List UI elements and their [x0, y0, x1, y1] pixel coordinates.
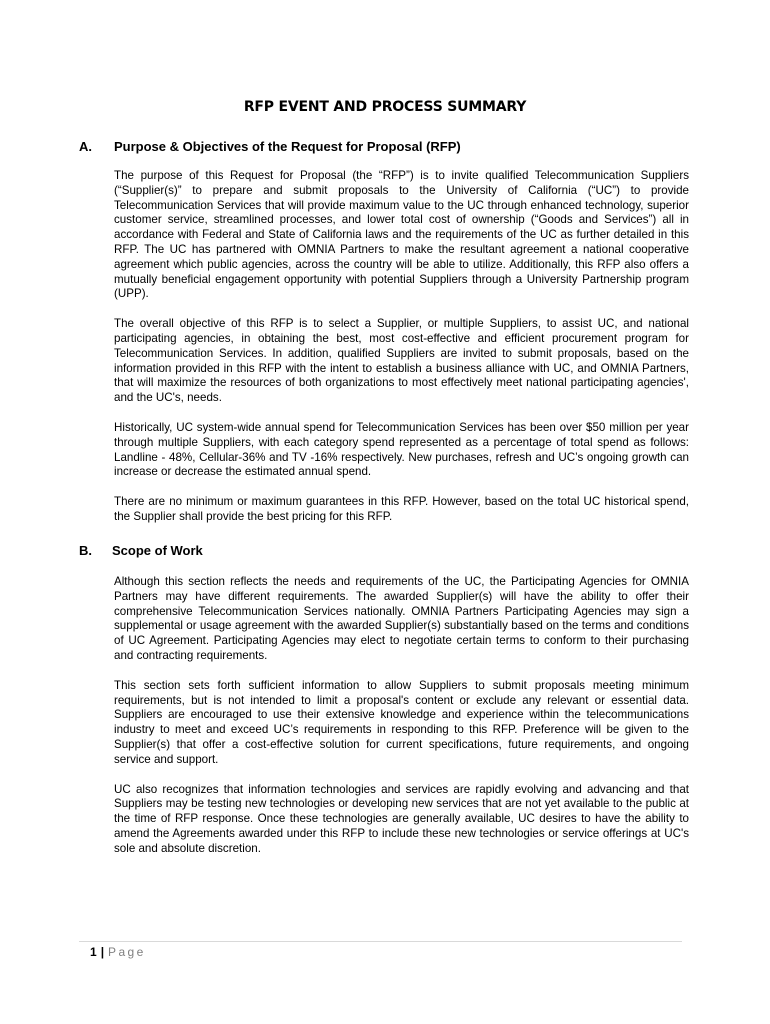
- paragraph: UC also recognizes that information technologies and services are rapidly evolving and advancing and that Suppliers may be testing new technologies or developing new services that are not yet available to the public at the time of RFP response. Once these technologies are generally available, UC desires to have the ability to amend the Agreements awarded under this RFP to include these new technologies or service offerings at UC's sole and absolute discretion.: [114, 782, 689, 855]
- page-label: Page: [108, 945, 146, 959]
- section-a-title: Purpose & Objectives of the Request for Proposal (RFP): [114, 139, 461, 154]
- document-title: RFP EVENT AND PROCESS SUMMARY: [243, 99, 527, 115]
- footer-separator: |: [100, 945, 105, 959]
- paragraph: Historically, UC system-wide annual spend for Telecommunication Services has been over $50 million per year through multiple Suppliers, with each category spend represented as a percentage of total spend as follows: Landline - 48%, Cellular-36% and TV -16% respectively. New purchases, refresh and UC’s ongoing growth can increase or decrease the estimated annual spend.: [114, 420, 689, 479]
- section-b-body: [114, 575, 689, 872]
- paragraph: There are no minimum or maximum guarantees in this RFP. However, based on the total UC historical spend, the Supplier shall provide the best pricing for this RFP.: [114, 495, 689, 523]
- section-b-title: Scope of Work: [112, 543, 203, 558]
- section-b-letter: B.: [79, 543, 92, 558]
- page-footer: [90, 944, 146, 960]
- page-number: 1: [90, 945, 97, 959]
- section-a-body: [114, 169, 689, 540]
- section-a-letter: A.: [79, 139, 92, 154]
- section-b-heading: [79, 543, 203, 559]
- section-a-heading: [79, 139, 461, 155]
- paragraph: This section sets forth sufficient information to allow Suppliers to submit proposals meeting minimum requirements, but is not intended to limit a proposal's content or exclude any relevant or essential data. Suppliers are encouraged to use their extensive knowledge and experience within the telecommunications industry to meet and exceed UC’s requirements in responding to this RFP. Preference will be given to the Supplier(s) that offer a cost-effective solution for current specifications, future requirements, and ongoing service and support.: [114, 678, 689, 766]
- paragraph: The purpose of this Request for Proposal (the “RFP”) is to invite qualified Telecommunication Suppliers (“Supplier(s)” to prepare and submit proposals to the University of California (“UC”) to provide Telecommunication Services that will provide maximum value to the UC through enhanced technology, superior customer service, streamlined processes, and lower total cost of ownership (“Goods and Services”) all in accordance with Federal and State of California laws and the requirements of the UC as further detailed in this RFP. The UC has partnered with OMNIA Partners to make the resultant agreement a national cooperative agreement which public agencies, across the country will be able to utilize. Additionally, this RFP also offers a mutually beneficial engagement opportunity with potential Suppliers through a University Partnership program (UPP).: [114, 169, 689, 301]
- paragraph: The overall objective of this RFP is to select a Supplier, or multiple Suppliers, to assist UC, and national participating agencies, in obtaining the best, most cost-effective and efficient procurement program for Telecommunication Services. In addition, qualified Suppliers are invited to submit proposals, based on the information provided in this RFP with the intent to establish a business alliance with UC, and OMNIA Partners, that will maximize the resources of both organizations to most effectively meet national participating agencies', and the UC's, needs.: [114, 317, 689, 405]
- footer-divider: [79, 941, 682, 942]
- paragraph: Although this section reflects the needs and requirements of the UC, the Participating Agencies for OMNIA Partners may have different requirements. The awarded Supplier(s) will have the ability to offer their comprehensive Telecommunication Services nationally. OMNIA Partners Participating Agencies may sign a supplemental or usage agreement with the awarded Supplier(s) substantially based on the terms and conditions of UC Agreement. Participating Agencies may elect to negotiate certain terms to conform to their purchasing and contracting requirements.: [114, 575, 689, 662]
